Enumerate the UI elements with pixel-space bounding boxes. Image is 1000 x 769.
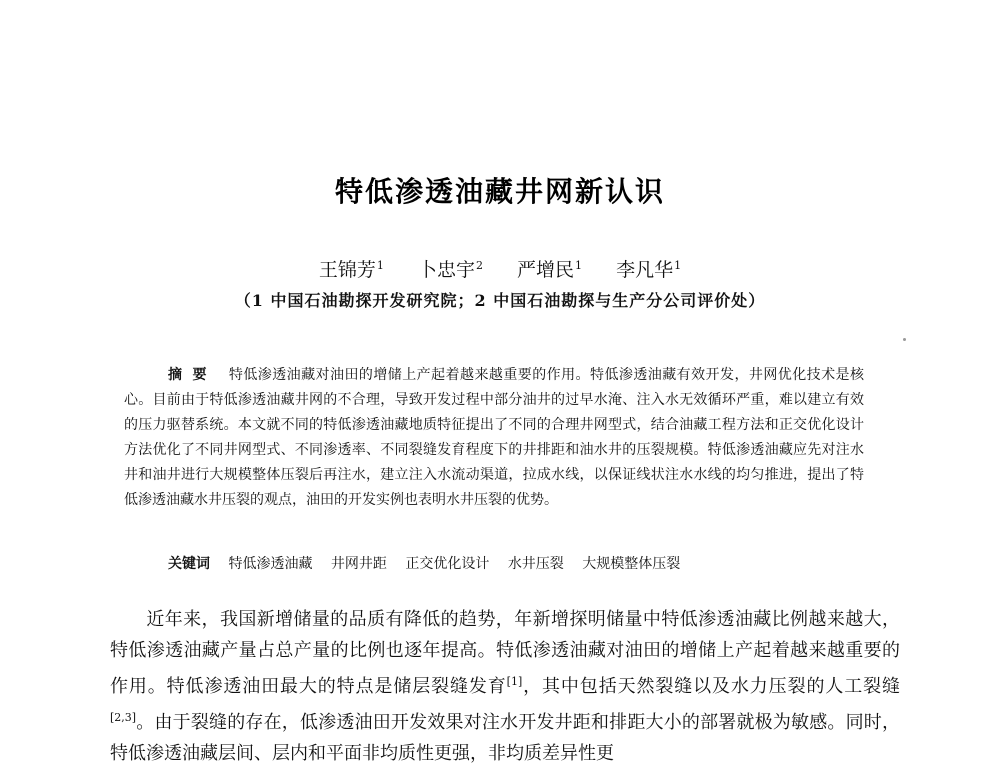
abstract-label: 摘要 [168, 367, 217, 383]
author [319, 255, 384, 282]
author-name: 王锦芳 [318, 259, 376, 281]
body-text-part: ，其中包括天然裂缝以及水力压裂的人工裂缝 [522, 676, 901, 697]
author [616, 255, 681, 282]
author-list [0, 255, 1000, 282]
author-affil-mark: 1 [575, 258, 583, 272]
affiliation: （1 中国石油勘探开发研究院；2 中国石油勘探与生产分公司评价处） [234, 291, 766, 310]
body-paragraph [110, 604, 900, 769]
author [418, 255, 483, 282]
author [517, 255, 582, 282]
body-text-part: 近年来，我国新增储量的品质有降低的趋势，年新增探明储量中特低渗透油藏比例越来越大，特低渗透油藏产量占总产量的比例也逐年提高。特低渗透油藏对油田的增储上产起着越来越重要的作用。特低渗透油田最大的特点是储层裂缝发育 [110, 609, 900, 697]
keywords-label: 关键词 [168, 556, 210, 572]
author-name: 严增民 [517, 259, 575, 281]
author-name: 李凡华 [616, 259, 674, 281]
citation-ref[interactable]: [1] [506, 675, 523, 688]
citation-ref[interactable]: [2,3] [110, 711, 137, 724]
keyword: 特低渗透油藏 [228, 556, 313, 572]
author-name: 卜忠宇 [417, 259, 475, 281]
author-affil-mark: 1 [674, 258, 682, 272]
keyword: 井网井距 [330, 556, 387, 572]
keyword: 正交优化设计 [405, 556, 490, 572]
body-text-part: 。由于裂缝的存在，低渗透油田开发效果对注水开发井距和排距大小的部署就极为敏感。同时，特低渗透油藏层间、层内和平面非均质性更强，非均质差异性更 [110, 712, 900, 764]
author-affil-mark: 1 [376, 258, 384, 272]
scan-speck [903, 338, 906, 341]
paper-title: 特低渗透油藏井网新认识 [334, 175, 665, 208]
keywords [168, 553, 868, 573]
abstract-text: 特低渗透油藏对油田的增储上产起着越来越重要的作用。特低渗透油藏有效开发，井网优化技术是核心。目前由于特低渗透油藏井网的不合理，导致开发过程中部分油井的过早水淹、注入水无效循环严重，难以建立有效的压力驱替系统。本文就不同的特低渗透油藏地质特征提出了不同的合理井网型式，结合油藏工程方法和正交优化设计方法优化了不同井网型式、不同渗透率、不同裂缝发育程度下的井排距和油水井的压裂规模。特低渗透油藏应先对注水井和油井进行大规模整体压裂后再注水，建立注入水流动渠道，拉成水线，以保证线状注水水线的均匀推进，提出了特低渗透油藏水井压裂的观点，油田的开发实例也表明水井压裂的优势。 [124, 367, 864, 508]
keyword: 水井压裂 [507, 556, 564, 572]
abstract [124, 363, 864, 513]
keyword: 大规模整体压裂 [582, 556, 681, 572]
author-affil-mark: 2 [475, 258, 483, 272]
